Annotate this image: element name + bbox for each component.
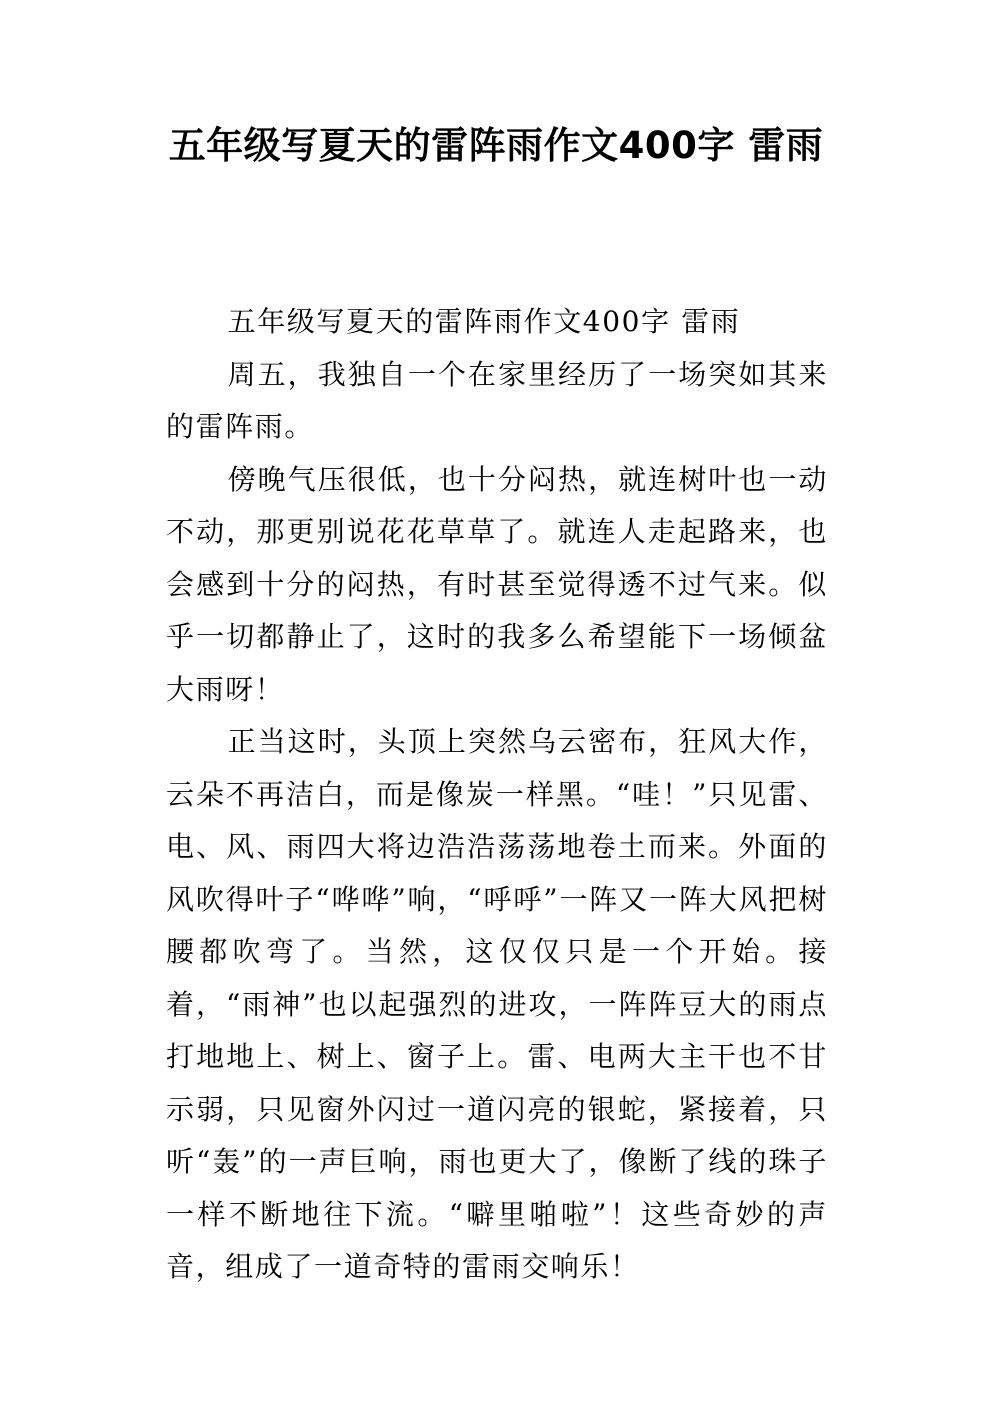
document-title: 五年级写夏天的雷阵雨作文400字 雷雨 <box>168 124 824 167</box>
paragraph-intro: 周五，我独自一个在家里经历了一场突如其来的雷阵雨。 <box>166 357 828 443</box>
paragraph-evening: 傍晚气压很低，也十分闷热，就连树叶也一动不动，那更别说花花草草了。就连人走起路来，也会感到十分的闷热，有时甚至觉得透不过气来。似乎一切都静止了，这时的我多么希望能下一场倾盆大雨呀！ <box>166 462 828 706</box>
document-body <box>166 296 828 1294</box>
paragraph-subtitle: 五年级写夏天的雷阵雨作文400字 雷雨 <box>227 305 741 338</box>
paragraph-storm: 正当这时，头顶上突然乌云密布，狂风大作，云朵不再洁白，而是像炭一样黑。“哇！”只见雷、电、风、雨四大将边浩浩荡荡地卷土而来。外面的风吹得叶子“哗哗”响，“呼呼”一阵又一阵大风把树腰都吹弯了。当然，这仅仅只是一个开始。接着，“雨神”也以起强烈的进攻，一阵阵豆大的雨点打地地上、树上、窗子上。雷、电两大主干也不甘示弱，只见窗外闪过一道闪亮的银蛇，紧接着，只听“轰”的一声巨响，雨也更大了，像断了线的珠子一样不断地往下流。“噼里啪啦”！这些奇妙的声音，组成了一道奇特的雷雨交响乐！ <box>166 725 828 1283</box>
